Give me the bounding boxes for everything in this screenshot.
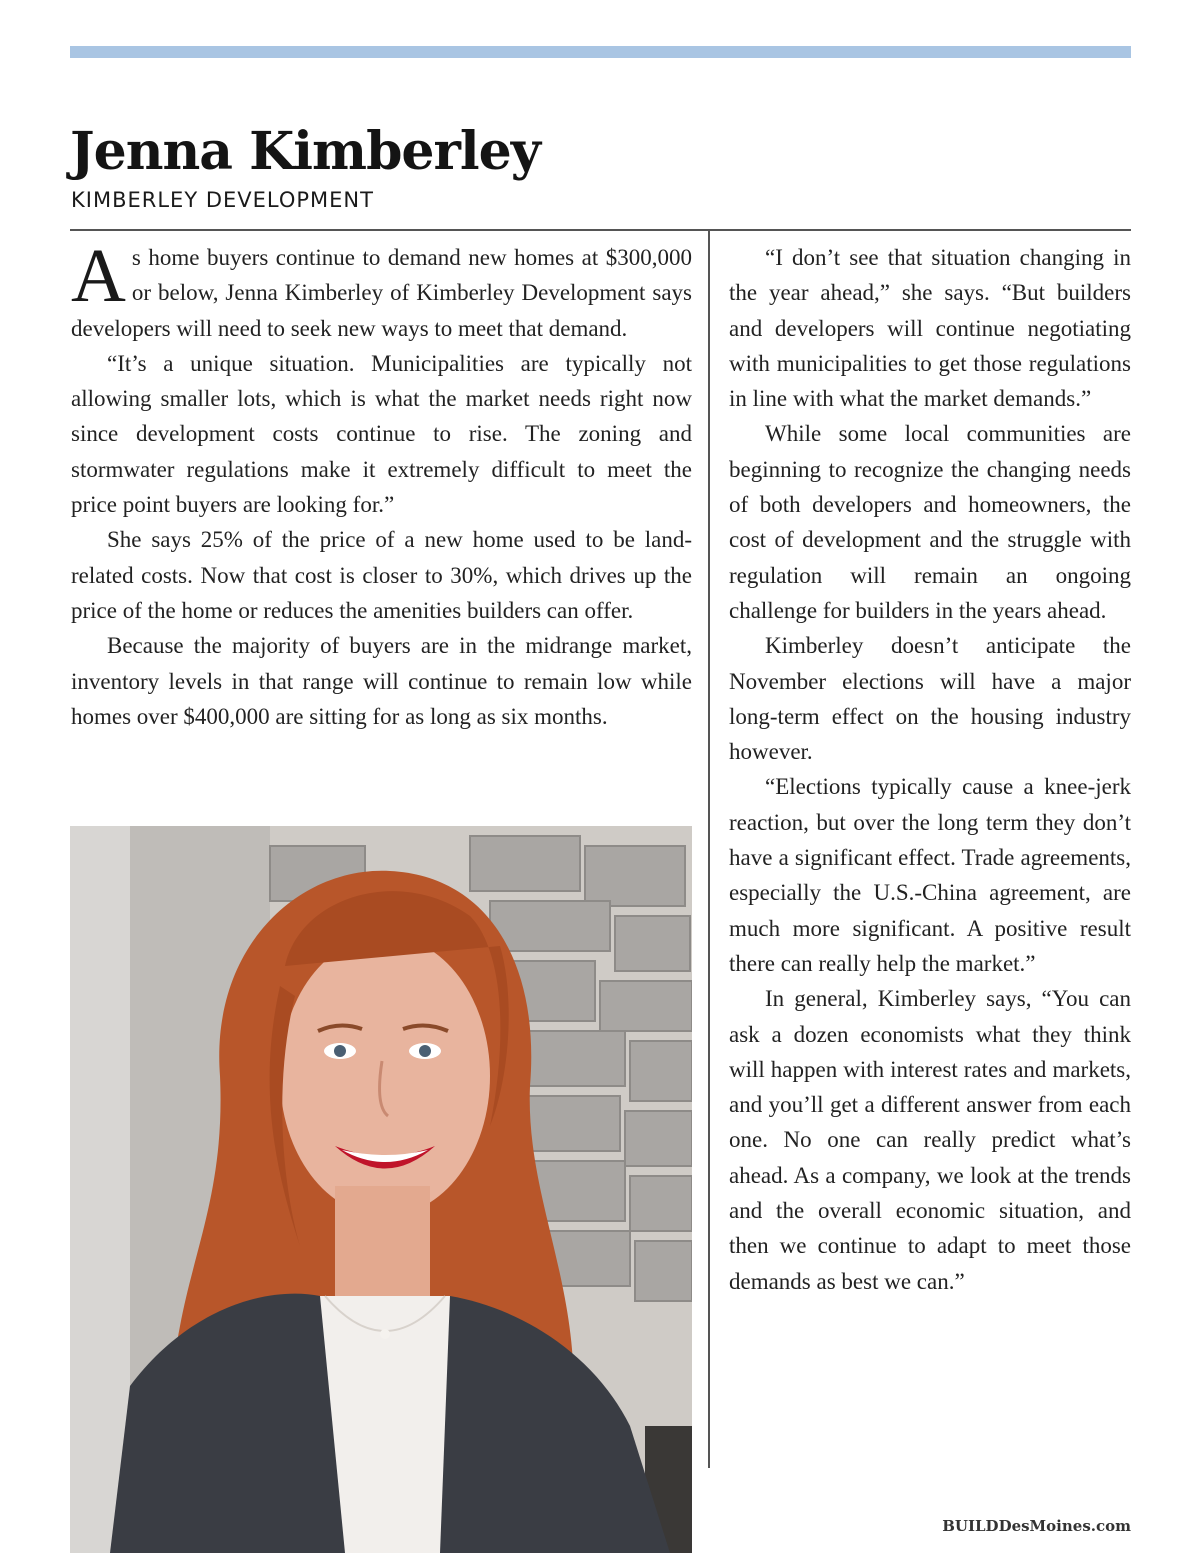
portrait-photo (70, 826, 692, 1553)
article-column-right (729, 240, 1131, 1299)
company-subtitle: KIMBERLEY DEVELOPMENT (71, 188, 374, 212)
article-paragraph: She says 25% of the price of a new home used to be land-related costs. Now that cost is closer to 30%, which drives up the price of the home or reduces the amenities builders can offer. (71, 527, 692, 623)
footer-site-url: BUILDDesMoines.com (942, 1517, 1131, 1535)
article-column-left (71, 234, 692, 734)
article-paragraph: “It’s a unique situation. Municipalities are typically not allowing smaller lots, which is what the market needs right now since development costs continue to rise. The zoning and stormwater regulations make it extremely difficult to meet the price point buyers are looking for.” (71, 350, 692, 518)
article-paragraph: In general, Kimberley says, “You can ask a dozen economists what they think will happen with interest rates and markets, and you’ll get a different answer from each one. No one can really predict what’s ahead. As a company, we look at the trends and the overall economic situation, and then we continue to adapt to meet those demands as best we can.” (729, 986, 1131, 1294)
article-paragraph: While some local communities are beginning to recognize the changing needs of both developers and homeowners, the cost of development and the struggle with regulation will remain an ongoing challenge for builders in the years ahead. (729, 421, 1131, 623)
article-paragraph: As home buyers continue to demand new homes at $300,000 or below, Jenna Kimberley of Kimberley Development says developers will need to seek new ways to meet that demand. (71, 234, 692, 341)
article-paragraph: Kimberley doesn’t anticipate the November elections will have a major long-term effect on the housing industry however. (729, 633, 1131, 765)
article-paragraph: “I don’t see that situation changing in the year ahead,” she says. “But builders and developers will continue negotiating with municipalities to get those regulations in line with what the market demands.” (729, 245, 1131, 412)
header-divider (70, 229, 1131, 231)
column-divider (708, 231, 710, 1468)
top-accent-bar (70, 46, 1131, 58)
drop-cap: A (71, 234, 126, 318)
article-paragraph: “Elections typically cause a knee-jerk reaction, but over the long term they don’t have a significant effect. Trade agreements, especially the U.S.-China agreement, are much more significant. A positive result there can really help the market.” (729, 774, 1131, 976)
page-title: Jenna Kimberley (70, 121, 540, 182)
article-paragraph: Because the majority of buyers are in the midrange market, inventory levels in that range will continue to remain low while homes over $400,000 are sitting for as long as six months. (71, 633, 692, 729)
